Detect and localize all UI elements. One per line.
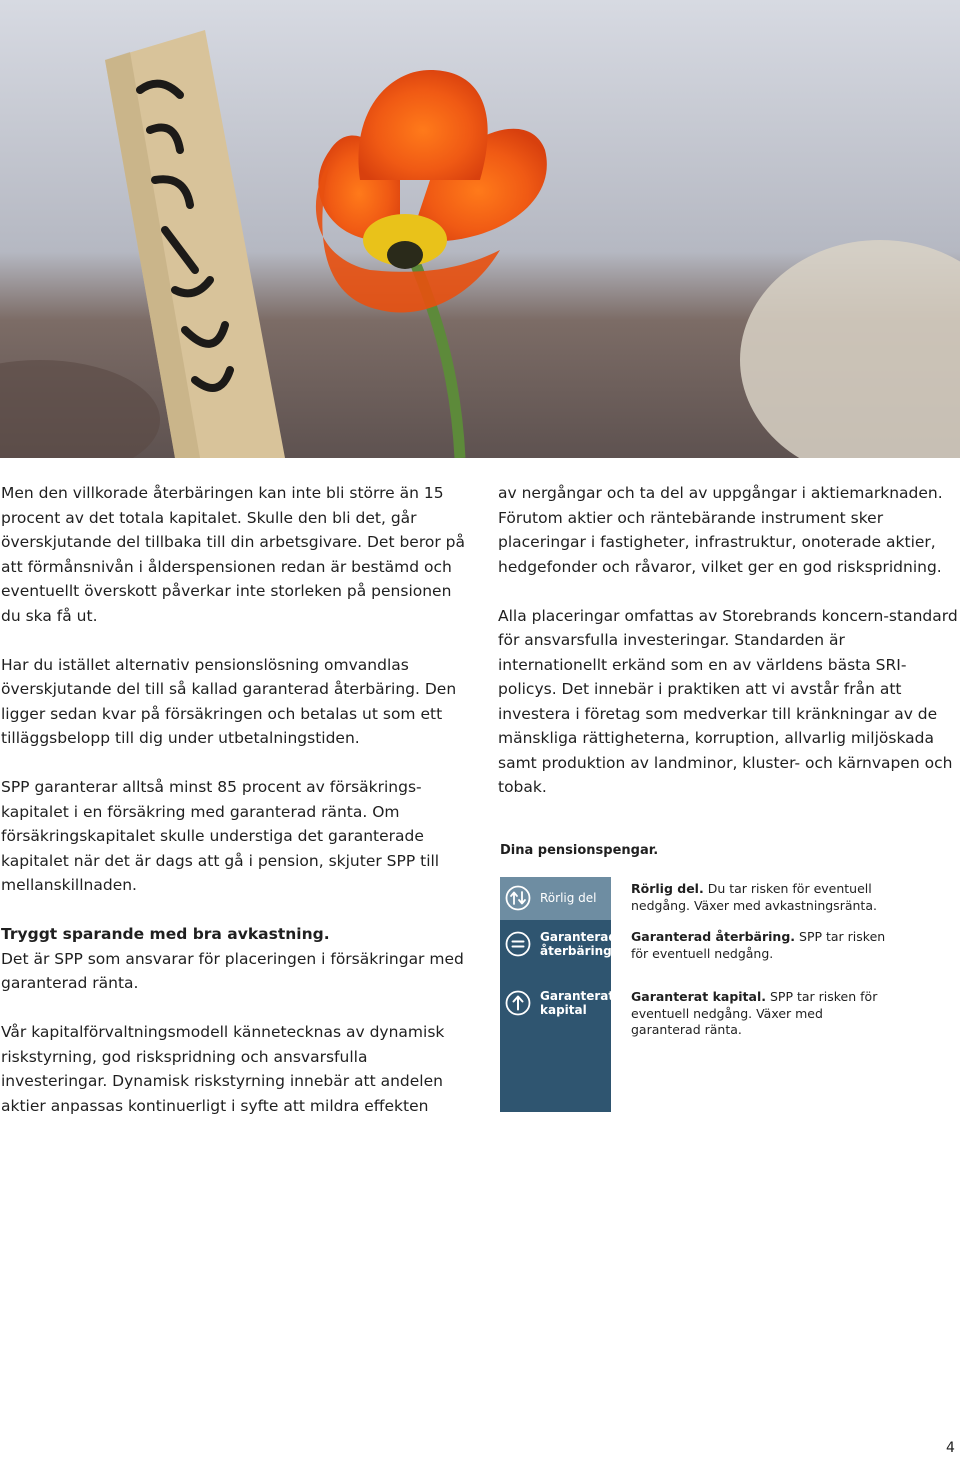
diagram-description-rorlig-del	[631, 881, 891, 914]
description-title: Garanterat kapital.	[631, 989, 766, 1004]
paragraph: av nergångar och ta del av uppgångar i aktiemarknaden. Förutom aktier och räntebärande instrument sker placeringar i fastigheter, infrastruktur, onoterade aktier, hedgefonder och råvaror, vilket ger en god riskspridning.	[498, 484, 943, 576]
description-text: Du tar risken för eventuell nedgång. Växer med avkastningsränta.	[631, 881, 877, 913]
diagram-description-garanterad-aterbaring	[631, 929, 891, 962]
diagram-title: Dina pensionspengar.	[500, 843, 659, 858]
paragraph: Har du istället alternativ pensionslösning omvandlas överskjutande del till så kallad garanterad återbäring. Den ligger sedan kvar på försäkringen och betalas ut som ett tilläggsbelopp till dig under utbetalningstiden.	[1, 655, 457, 747]
paragraph: Det är SPP som ansvarar för placeringen i försäkringar med garanterad ränta.	[1, 949, 464, 992]
right-text-column	[498, 481, 958, 800]
equals-icon	[505, 931, 531, 957]
diagram-item-garanterat-kapital	[500, 983, 615, 1023]
description-title: Rörlig del.	[631, 881, 704, 896]
paragraph-with-heading	[1, 922, 471, 996]
diagram-item-label: Garanterat kapital	[540, 989, 615, 1017]
paragraph: Men den villkorade återbäringen kan inte bli större än 15 procent av det totala kapitalet. Skulle den bli det, går överskjutande del tillbaka till din arbetsgivare. Det beror på att förmånsnivån i ålderspensionen redan är bestämd och eventuellt överskott påverkar inte storleken på pensionen du ska få ut.	[1, 484, 465, 625]
poppy-photo	[0, 0, 960, 458]
page-number: 4	[946, 1440, 955, 1456]
description-title: Garanterad återbäring.	[631, 929, 796, 944]
description-text: SPP tar risken för eventuell nedgång. Växer med garanterad ränta.	[631, 989, 878, 1037]
diagram-item-label: Garanterad återbäring	[540, 930, 617, 958]
diagram-item-label: Rörlig del	[540, 891, 597, 905]
diagram-item-rorlig-del	[500, 878, 611, 918]
diagram-description-garanterat-kapital	[631, 989, 891, 1039]
description-text: SPP tar risken för eventuell nedgång.	[631, 929, 886, 961]
up-arrow-icon	[505, 990, 531, 1016]
paragraph: SPP garanterar alltså minst 85 procent av försäkrings-kapitalet i en försäkring med garanterad ränta. Om försäkringskapitalet skulle understiga det garanterade kapitalet när det är dags att gå i pension, skjuter SPP till mellanskillnaden.	[1, 778, 440, 894]
up-down-arrows-icon	[505, 885, 531, 911]
header-photo	[0, 0, 960, 458]
paragraph: Alla placeringar omfattas av Storebrands koncern-standard för ansvarsfulla investeringar. Standarden är internationellt erkänd som en av världens bästa SRI-policys. Det innebär i praktiken att vi avstår från att investera i företag som medverkar till kränkningar av de mänskliga rättigheterna, korruption, allvarlig miljöskada samt produktion av landminor, kluster- och kärnvapen och tobak.	[498, 606, 958, 796]
section-heading: Tryggt sparande med bra avkastning.	[1, 925, 330, 943]
left-text-column	[1, 481, 471, 1118]
diagram-item-garanterad-aterbaring	[500, 924, 617, 964]
paragraph: Vår kapitalförvaltningsmodell kännetecknas av dynamisk riskstyrning, god riskspridning och ansvarsfulla investeringar. Dynamisk riskstyrning innebär att andelen aktier anpassas kontinuerligt i syfte att mildra effekten	[1, 1023, 445, 1115]
